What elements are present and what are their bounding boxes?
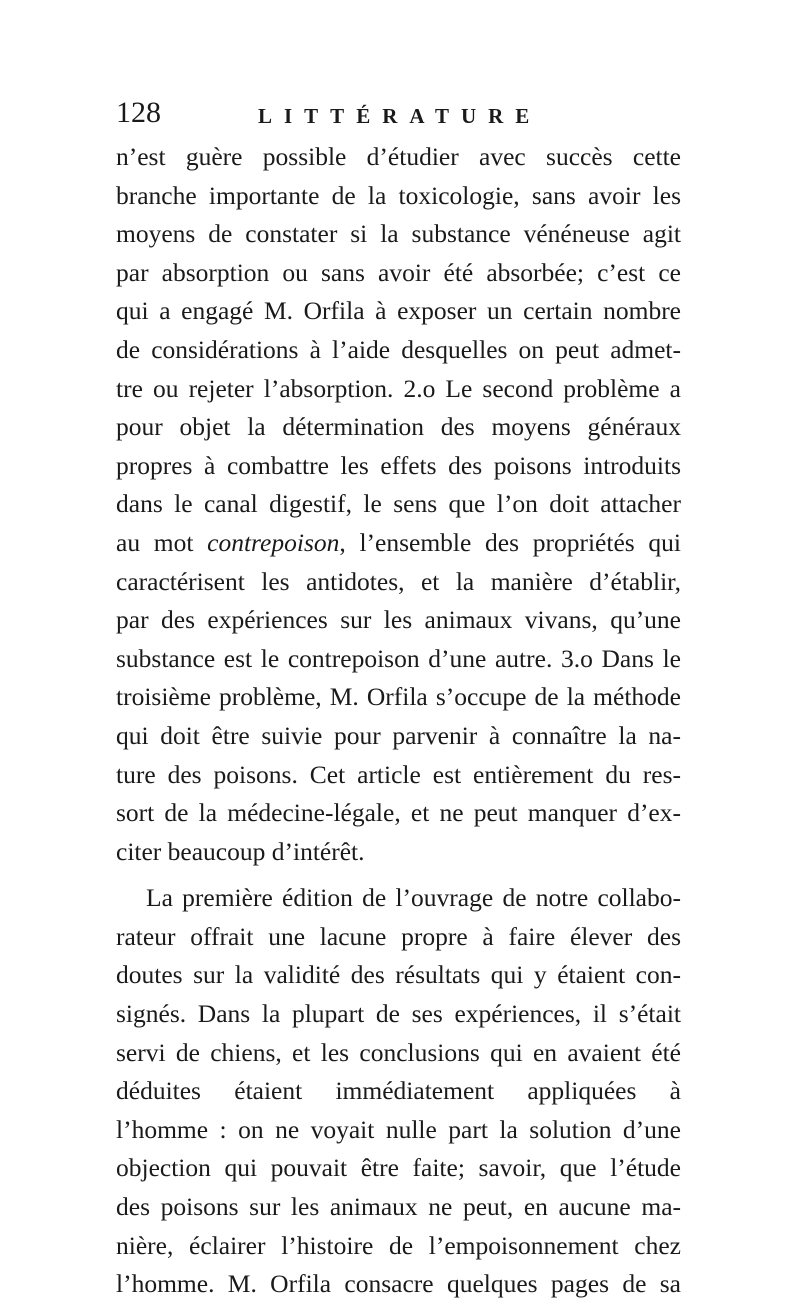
text-line: substance est le contrepoison d’une autre. 3.o Dans le <box>116 643 681 673</box>
text-fragment: au mot <box>116 527 208 557</box>
text-line: servi de chiens, et les conclusions qui en avaient été <box>116 1037 681 1067</box>
paragraph-1 <box>116 138 681 871</box>
text-line: dans le canal digestif, le sens que l’on doit attacher <box>116 489 681 519</box>
text-line: caractérisent les antidotes, et la manière d’établir, <box>116 566 681 596</box>
text-line: troisième problème, M. Orfila s’occupe de la méthode <box>116 682 681 712</box>
text-line: La première édition de l’ouvrage de notre collabo- <box>146 883 681 913</box>
text-line: par absorption ou sans avoir été absorbée; c’est ce <box>116 257 681 287</box>
text-line: propres à combattre les effets des poisons introduits <box>116 450 681 480</box>
text-line: nière, éclairer l’histoire de l’empoisonnement chez <box>116 1230 681 1260</box>
text-line: pour objet la détermination des moyens généraux <box>116 412 681 442</box>
italic-term: contrepoison <box>207 527 340 557</box>
text-line: branche importante de la toxicologie, sans avoir les <box>116 180 681 210</box>
body-text <box>116 138 681 1304</box>
text-line: ture des poisons. Cet article est entièrement du res- <box>116 759 681 789</box>
text-line: sort de la médecine-légale, et ne peut manquer d’ex- <box>116 798 681 828</box>
text-line: moyens de constater si la substance vénéneuse agit <box>116 219 681 249</box>
text-line: tre ou rejeter l’absorption. 2.o Le second problème a <box>116 373 681 403</box>
text-line: de considérations à l’aide desquelles on peut admet- <box>116 334 681 364</box>
page-number: 128 <box>116 96 161 129</box>
text-line: signés. Dans la plupart de ses expériences, il s’était <box>116 999 681 1029</box>
text-line: objection qui pouvait être faite; savoir, que l’étude <box>116 1153 681 1183</box>
text-line: citer beaucoup d’intérêt. <box>116 836 365 866</box>
text-line: déduites étaient immédiatement appliquées à <box>116 1076 681 1106</box>
text-line: l’homme. M. Orfila consacre quelques pages de sa <box>116 1269 681 1299</box>
text-line: rateur offrait une lacune propre à faire élever des <box>116 921 681 951</box>
text-fragment: , l’ensemble des propriétés qui <box>339 527 681 557</box>
paragraph-gap <box>116 871 681 879</box>
text-line: l’homme : on ne voyait nulle part la solution d’une <box>116 1114 681 1144</box>
paragraph-2 <box>116 879 681 1304</box>
text-line: par des expériences sur les animaux vivans, qu’une <box>116 605 681 635</box>
text-line: qui a engagé M. Orfila à exposer un certain nombre <box>116 296 681 326</box>
text-line: doutes sur la validité des résultats qui y étaient con- <box>116 960 681 990</box>
text-line <box>116 524 681 563</box>
running-title: LITTÉRATURE <box>258 104 542 128</box>
text-line: n’est guère possible d’étudier avec succès cette <box>116 142 681 171</box>
running-head <box>116 95 681 135</box>
text-line: des poisons sur les animaux ne peut, en aucune ma- <box>116 1192 681 1222</box>
text-line: qui doit être suivie pour parvenir à connaître la na- <box>116 720 681 750</box>
